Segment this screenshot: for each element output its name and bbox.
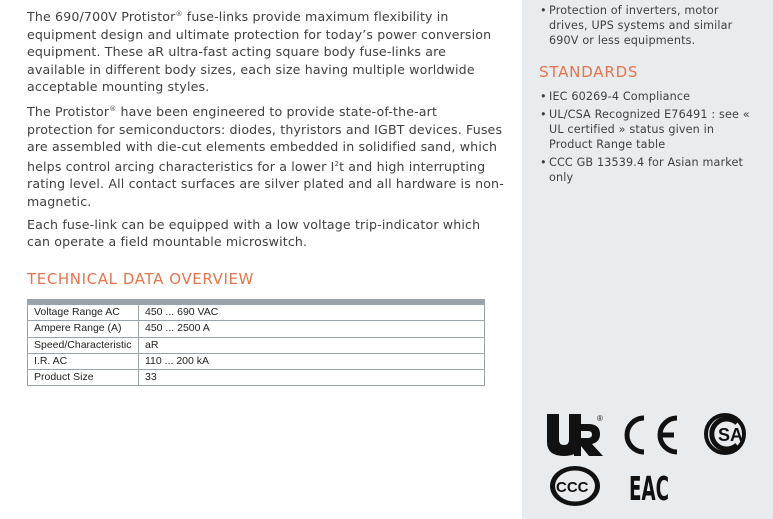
standard-item: • CCC GB 13539.4 for Asian market only — [522, 155, 773, 185]
eac-logo — [629, 469, 671, 508]
table-label-cell: Product Size — [28, 370, 139, 386]
table-value-cell: 450 ... 2500 A — [139, 321, 485, 337]
table-row — [28, 370, 485, 386]
table-row — [28, 353, 485, 369]
intro-p2-rest: t and high interrupting rating level. All contact surfaces are silver plated and all hardware is non-magnetic. — [27, 158, 504, 209]
intro-p1-rest: fuse-links provide maximum flexibility in equipment design and ultimate protection for today’s power conversion equipment. These aR ultra-fast acting square body fuse-links are available in different body sizes, each size having multiple worldwide acceptable mounting styles. — [27, 9, 492, 95]
standard-item: • UL/CSA Recognized E76491 : see « UL certified » status given in Product Range table — [522, 107, 773, 152]
table-label-cell: I.R. AC — [28, 353, 139, 369]
technical-data-table — [27, 299, 485, 386]
standard-item: • IEC 60269-4 Compliance — [522, 89, 773, 104]
standards-list — [522, 89, 773, 185]
ccc-logo — [548, 464, 602, 508]
ce-mark-logo — [618, 412, 682, 458]
applications-list — [522, 3, 773, 48]
squared-superscript: 2 — [334, 159, 340, 168]
sidebar-panel — [522, 0, 773, 519]
registered-mark: ® — [109, 104, 117, 113]
intro-paragraph-2 — [27, 101, 507, 211]
ul-recognized-logo — [544, 412, 606, 458]
eac-text: EAC — [629, 469, 669, 508]
registered-mark: ® — [175, 10, 183, 18]
table-row — [28, 337, 485, 353]
intro-p1-start: The 690/700V Protistor — [27, 9, 176, 24]
table-value-cell: 33 — [139, 370, 485, 386]
intro-paragraph-3: Each fuse-link can be equipped with a low voltage trip-indicator which can operate a field mountable microswitch. — [27, 216, 481, 250]
table-row — [28, 302, 485, 321]
csa-logo — [703, 411, 747, 457]
table-value-cell: 450 ... 690 VAC — [139, 302, 485, 321]
intro-paragraph-1 — [27, 6, 507, 96]
technical-data-title: TECHNICAL DATA OVERVIEW — [27, 270, 254, 288]
table-label-cell: Speed/Characteristic — [28, 337, 139, 353]
standards-section — [522, 89, 773, 188]
intro-p2-middle: have been engineered to provide state-of-the-art protection for semiconductors: diodes, thyristors and IGBT devices. Fuses are assembled with die-cut elements embedded in solidified sand, which helps control arcing characteristics for a lower I — [27, 103, 503, 174]
applications-section — [522, 3, 773, 51]
standards-title: STANDARDS — [539, 63, 639, 81]
table-row — [28, 321, 485, 337]
application-item: • Protection of inverters, motor drives, UPS systems and similar 690V or less equipments. — [522, 3, 773, 48]
table-value-cell: 110 ... 200 kA — [139, 353, 485, 369]
intro-p2-start: The Protistor — [27, 103, 110, 119]
ccc-text: CCC — [556, 479, 589, 496]
csa-text: SA — [718, 425, 744, 445]
table-label-cell: Ampere Range (A) — [28, 321, 139, 337]
ul-registered-mark: ® — [597, 414, 603, 423]
intro-section — [27, 6, 507, 256]
table-label-cell: Voltage Range AC — [28, 302, 139, 321]
table-value-cell: aR — [139, 337, 485, 353]
